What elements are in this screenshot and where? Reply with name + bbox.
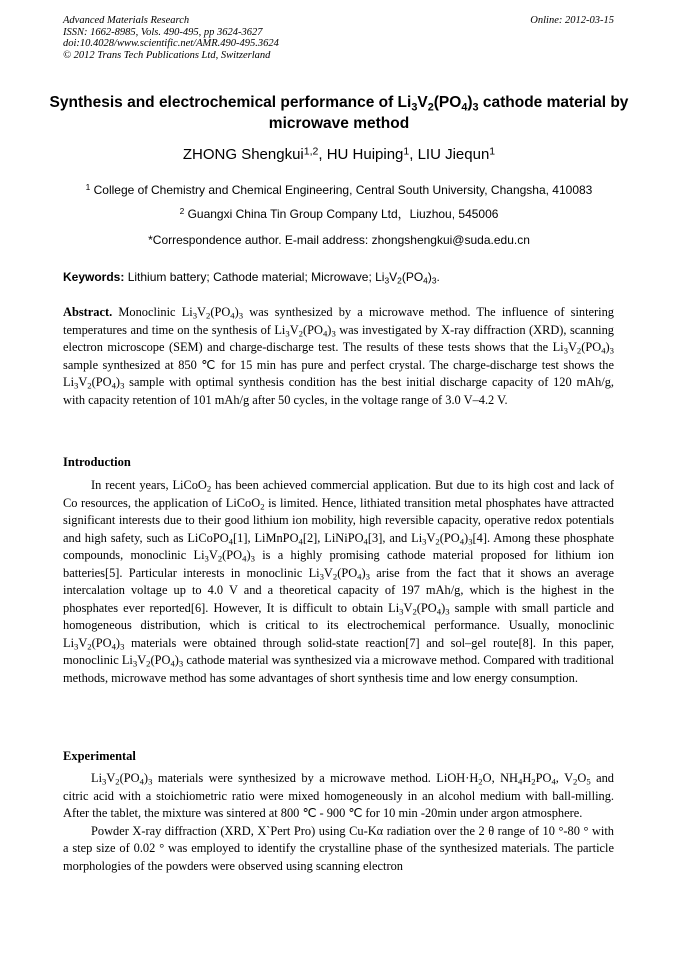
section-heading-experimental: Experimental <box>63 749 136 763</box>
section-heading-introduction: Introduction <box>63 455 131 469</box>
introduction-text: In recent years, LiCoO$_2$ has been achieved commercial application. But due to its high cost and lack of Co resources, the application of LiCoO$_2$ is limited. Hence, lithiated transition metal phosphates have attracted significant interests due to their good lithium ion mobility, high reversible capacity, operative redox potentials and high safety, such as LiCoPO$_4$[1], LiMnPO$_4$[2], LiNiPO$_4$[3], and $Li_3V_2(PO_4)_3[4]$. Among these phosphate compounds, monoclinic $Li_3V_2(PO_4)_3$ is a highly promising cathode material proposed for lithium ion batteries[5]. Particular interests in monoclinic $Li_3V_2(PO_4)_3$ arise from the fact that it shows an average intercalation voltage up to 4.0 V and a theoretical capacity of 197 mAh/g, which is the highest in the phosphates ever reported[6]. However, It is difficult to obtain $Li_3V_2(PO_4)_3$ sample with small particle and homogeneous distribution, which is critical to its electrochemical performance. Usually, monoclinic $Li_3V_2(PO_4)_3$ materials were obtained through solid-state reaction[7] and sol–gel route[8]. In this paper, monoclinic $Li_3V_2(PO_4)_3$ cathode material was synthesized via a microwave method. Compared with traditional methods, microwave method has some advantages of short synthesis time and low energy consumption. <box>63 478 615 685</box>
online-date: Online: 2012-03-15 <box>530 15 614 26</box>
doi-line: doi:10.4028/www.scientific.net/AMR.490-495.3624 <box>63 38 279 49</box>
journal-name: Advanced Materials Research <box>63 15 190 26</box>
experimental-paragraph-2: Powder X-ray diffraction (XRD, X`Pert Pro) using Cu-Kα radiation over the 2 θ range of 10 °-80 ° with a step size of 0.02 ° was employed to identify the crystalline phase of the synthesized materials. The particle morphologies of the powders were observed using scanning electron <box>63 823 614 873</box>
experimental-text <box>63 770 614 875</box>
journal-header <box>63 15 279 61</box>
author-list: ZHONG Shengkui$^{1,2}$, HU Huiping$^1$, LIU Jiequn$^1$ <box>182 145 496 163</box>
paper-title: Synthesis and electrochemical performance of $Li_3V_2(PO_4)_3$ cathode material by microwave method <box>49 94 629 132</box>
issn-line: ISSN: 1662-8985, Vols. 490-495, pp 3624-3627 <box>63 26 263 38</box>
experimental-paragraph-1: $Li_3V_2(PO_4)_3$ materials were synthesized by a microwave method. $LiOH\cdot H_2O$, $NH_4H_2PO_4$, $V_2O_5$ and citric acid with a stoichiometric ratio were mixed homogeneously in an alcohol medium with ball-milling. After the tablet, the mixture was sintered at 800 ℃ - 900 ℃ for 10 min -20min under argon atmosphere. <box>63 771 614 820</box>
keywords: Keywords: Lithium battery; Cathode material; Microwave; $Li_3V_2(PO_4)_3$. <box>63 270 440 286</box>
affiliation-2: $^2$ Guangxi China Tin Group Company Ltd，Liuzhou, 545006 <box>179 206 499 221</box>
correspondence: *Correspondence author. E-mail address: zhongshengkui@suda.edu.cn <box>148 233 530 247</box>
copyright-line: © 2012 Trans Tech Publications Ltd, Switzerland <box>63 49 271 61</box>
abstract: Abstract. Monoclinic $Li_3V_2(PO_4)_3$ was synthesized by a microwave method. The influence of sintering temperatures and time on the synthesis of $Li_3V_2(PO_4)_3$ was investigated by X-ray diffraction (XRD), scanning electron microscope (SEM) and charge-discharge test. The results of these tests shows that the $Li_3V_2(PO_4)_3$ sample synthesized at 850 ℃ for 15 min has pure and perfect crystal. The charge-discharge test shows the $Li_3V_2(PO_4)_3$ sample with optimal synthesis condition has the best initial discharge capacity of 120 mAh/g, with capacity retention of 101 mAh/g after 50 cycles, in the voltage range of 3.0 V–4.2 V. <box>63 305 614 407</box>
affiliation-1: $^1$ College of Chemistry and Chemical Engineering, Central South University, Changsha, 410083 <box>85 182 593 197</box>
